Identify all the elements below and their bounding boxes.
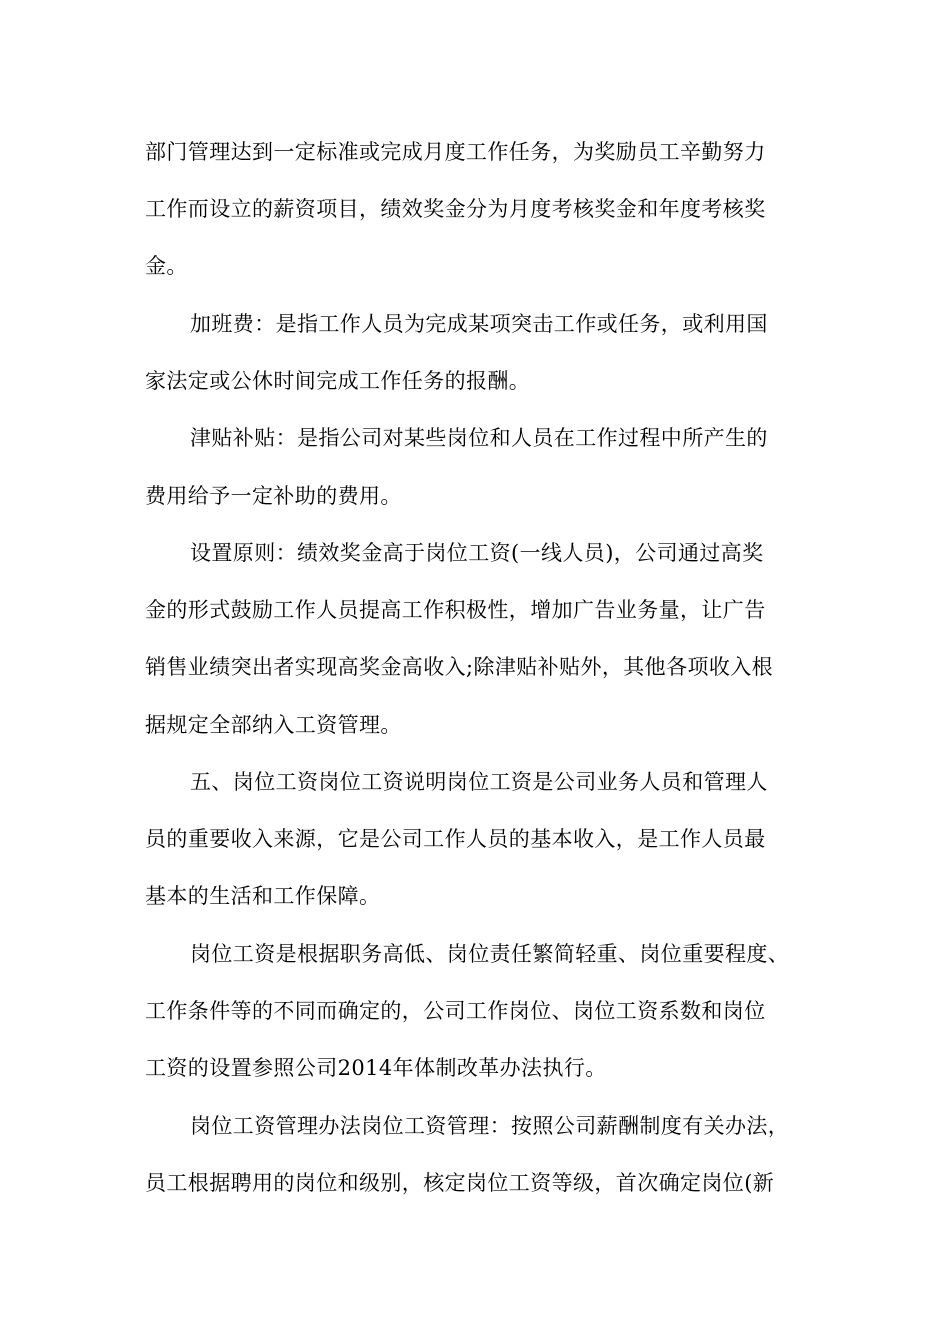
text-line: 岗位工资管理办法岗位工资管理：按照公司薪酬制度有关办法，	[190, 1114, 790, 1138]
text-line: 销售业绩突出者实现高奖金高收入;除津贴补贴外，其他各项收入根	[145, 655, 774, 679]
text-line: 员工根据聘用的岗位和级别，核定岗位工资等级，首次确定岗位(新	[145, 1171, 775, 1195]
text-line: 设置原则：绩效奖金高于岗位工资(一线人员)，公司通过高奖	[190, 541, 764, 565]
text-line: 津贴补贴：是指公司对某些岗位和人员在工作过程中所产生的	[190, 426, 768, 450]
text-line: 家法定或公休时间完成工作任务的报酬。	[145, 369, 531, 393]
text-line: 据规定全部纳入工资管理。	[145, 713, 402, 737]
text-line: 工资的设置参照公司2014年体制改革办法执行。	[145, 1056, 607, 1080]
text-line: 工作条件等的不同而确定的，公司工作岗位、岗位工资系数和岗位	[145, 999, 766, 1023]
text-line: 基本的生活和工作保障。	[145, 884, 381, 908]
text-line: 金的形式鼓励工作人员提高工作积极性，增加广告业务量，让广告	[145, 598, 766, 622]
text-line: 员的重要收入来源，它是公司工作人员的基本收入，是工作人员最	[145, 827, 766, 851]
text-line: 部门管理达到一定标准或完成月度工作任务，为奖励员工辛勤努力	[145, 140, 766, 164]
text-line: 加班费：是指工作人员为完成某项突击工作或任务，或利用国	[190, 312, 768, 336]
text-line: 金。	[145, 254, 188, 278]
text-line: 工作而设立的薪资项目，绩效奖金分为月度考核奖金和年度考核奖	[145, 197, 766, 221]
text-line: 五、岗位工资岗位工资说明岗位工资是公司业务人员和管理人	[190, 770, 768, 794]
text-line: 费用给予一定补助的费用。	[145, 484, 402, 508]
text-line: 岗位工资是根据职务高低、岗位责任繁简轻重、岗位重要程度、	[190, 942, 790, 966]
